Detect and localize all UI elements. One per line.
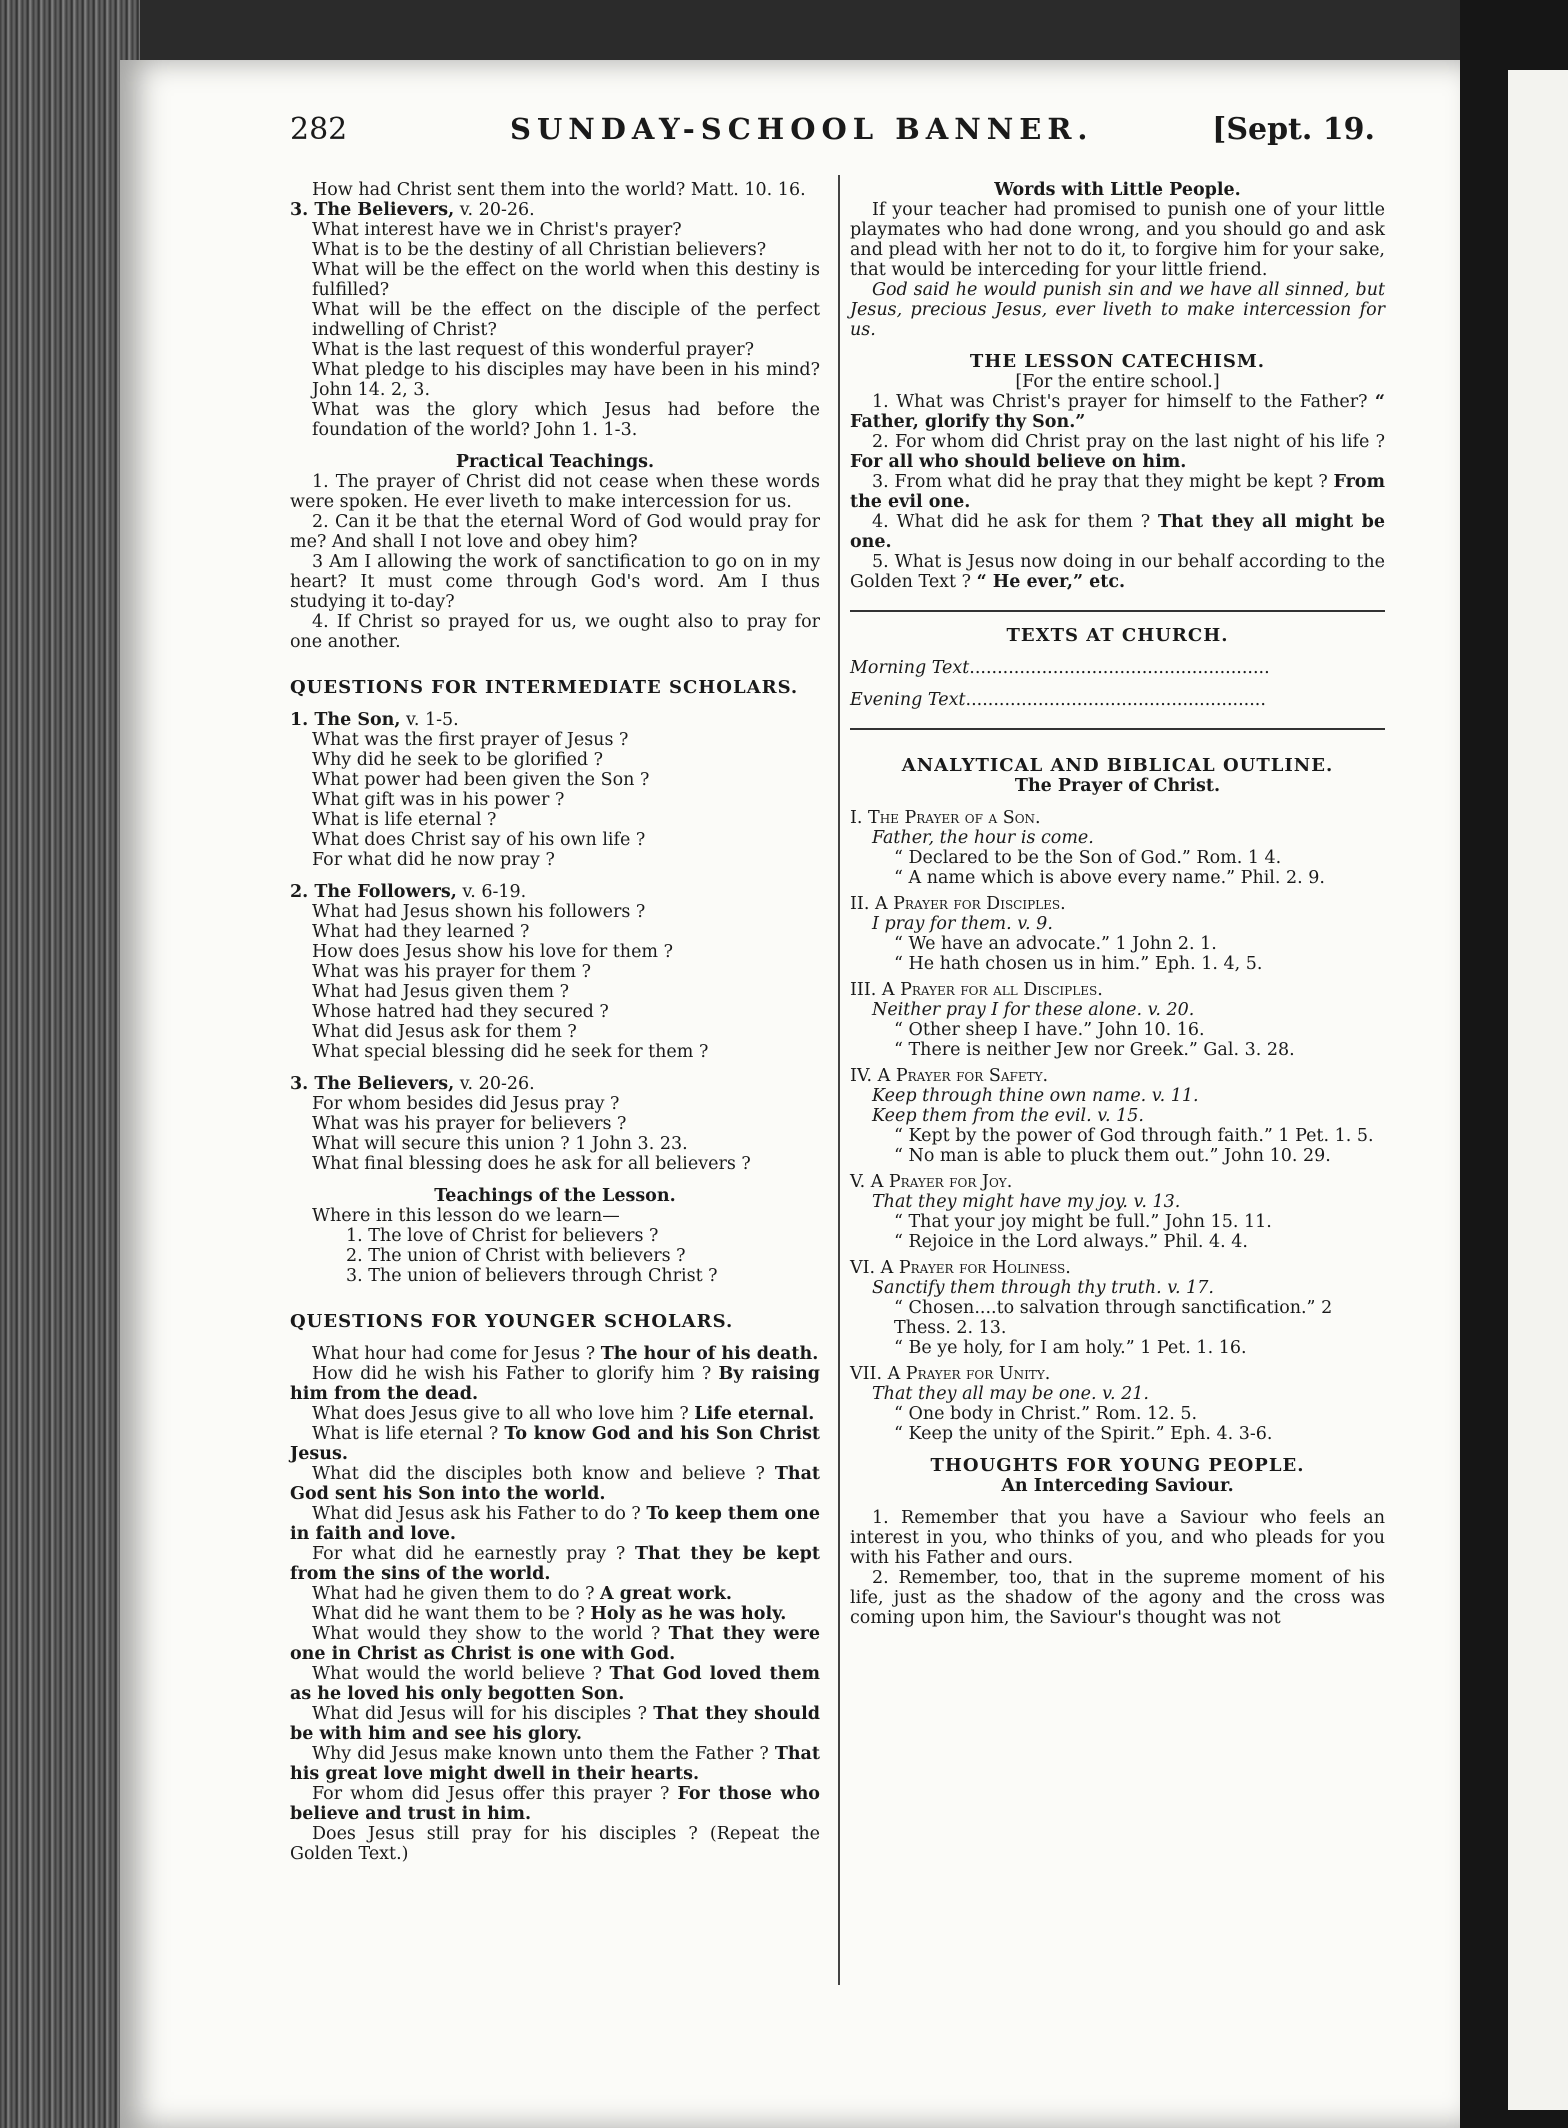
question: What power had been given the Son ? <box>312 770 650 790</box>
question: How does Jesus show his love for them ? <box>312 942 673 962</box>
outline-heading: V. A Prayer for Joy. <box>850 1172 1013 1192</box>
divider <box>850 728 1385 730</box>
younger-item: What would they show to the world ? That they were one in Christ as Christ is one with God. <box>290 1624 820 1664</box>
question: What was his prayer for believers ? <box>312 1114 627 1134</box>
outline-line: Keep through thine own name. v. 11. <box>872 1086 1199 1106</box>
evening-text-line: Evening Text...................................................... <box>850 690 1266 710</box>
teaching-item: 1. The love of Christ for believers ? <box>346 1226 659 1246</box>
outline-line: I pray for them. v. 9. <box>872 914 1053 934</box>
outline-line: “ Be ye holy, for I am holy.” 1 Pet. 1. 16. <box>894 1338 1247 1358</box>
divider <box>850 610 1385 612</box>
teaching-item: 2. The union of Christ with believers ? <box>346 1246 686 1266</box>
younger-item: What would the world believe ? That God loved them as he loved his only begotten Son. <box>290 1664 820 1704</box>
younger-item: What did Jesus will for his disciples ? That they should be with him and see his glory. <box>290 1704 820 1744</box>
section-heading: 3. The Believers, v. 20-26. <box>290 1074 535 1094</box>
teachings-intro: Where in this lesson do we learn— <box>312 1206 620 1226</box>
question: What pledge to his disciples may have been in his mind? John 14. 2, 3. <box>312 360 820 400</box>
question: For what did he now pray ? <box>312 850 555 870</box>
section-heading: 1. The Son, v. 1-5. <box>290 710 459 730</box>
question: What had they learned ? <box>312 922 530 942</box>
outline-list <box>850 808 1385 1444</box>
younger-item: Does Jesus still pray for his disciples ? (Repeat the Golden Text.) <box>290 1824 820 1864</box>
teachings-title: Teachings of the Lesson. <box>434 1186 676 1206</box>
catechism-item: 1. What was Christ's prayer for himself to the Father? “ Father, glorify thy Son.” <box>850 392 1385 432</box>
outline-subtitle: The Prayer of Christ. <box>1014 776 1221 796</box>
little-people-p1: If your teacher had promised to punish one of your little playmates who had done wrong, and you should go and ask and plead with her not to do it, to forgive him for your sake, that would be interceding for your little friend. <box>850 200 1385 280</box>
outline-heading: III. A Prayer for all Disciples. <box>850 980 1103 1000</box>
catechism-item: 5. What is Jesus now doing in our behalf according to the Golden Text ? “ He ever,” etc. <box>850 552 1385 592</box>
practical-item: 1. The prayer of Christ did not cease when these words were spoken. He ever liveth to make intercession for us. <box>290 472 820 512</box>
catechism-item: 4. What did he ask for them ? That they all might be one. <box>850 512 1385 552</box>
practical-item: 2. Can it be that the eternal Word of God would pray for me? And shall I not love and obey him? <box>290 512 820 552</box>
thoughts-title: THOUGHTS FOR YOUNG PEOPLE. <box>930 1455 1305 1476</box>
younger-item: For what did he earnestly pray ? That they be kept from the sins of the world. <box>290 1544 820 1584</box>
issue-date: [Sept. 19. <box>1212 112 1375 147</box>
teaching-item: 3. The union of believers through Christ ? <box>346 1266 718 1286</box>
younger-title: QUESTIONS FOR YOUNGER SCHOLARS. <box>290 1311 734 1332</box>
page-number: 282 <box>290 112 348 147</box>
thought-item: 2. Remember, too, that in the supreme moment of his life, just as the shadow of the agony and the cross was coming upon him, the Saviour's thought was not <box>850 1568 1385 1628</box>
younger-item: What did the disciples both know and believe ? That God sent his Son into the world. <box>290 1464 820 1504</box>
question: What had Jesus given them ? <box>312 982 569 1002</box>
outline-heading: II. A Prayer for Disciples. <box>850 894 1066 914</box>
question: What was his prayer for them ? <box>312 962 591 982</box>
outline-line: “ Declared to be the Son of God.” Rom. 1 4. <box>894 848 1282 868</box>
outline-line: “ Keep the unity of the Spirit.” Eph. 4. 3-6. <box>894 1424 1273 1444</box>
outline-heading: VII. A Prayer for Unity. <box>850 1364 1051 1384</box>
catechism-item: 2. For whom did Christ pray on the last night of his life ? For all who should believe on him. <box>850 432 1385 472</box>
outline-line: “ Other sheep I have.” John 10. 16. <box>894 1020 1205 1040</box>
outline-line: That they might have my joy. v. 13. <box>872 1192 1181 1212</box>
outline-line: “ Kept by the power of God through faith.” 1 Pet. 1. 5. <box>894 1126 1374 1146</box>
outline-line: “ No man is able to pluck them out.” John 10. 29. <box>894 1146 1331 1166</box>
younger-item: Why did Jesus make known unto them the Father ? That his great love might dwell in their hearts. <box>290 1744 820 1784</box>
practical-item: 3 Am I allowing the work of sanctification to go on in my heart? It must come through God's word. Am I thus studying it to-day? <box>290 552 820 612</box>
intermediate-title: QUESTIONS FOR INTERMEDIATE SCHOLARS. <box>290 677 799 698</box>
younger-item: What did Jesus ask his Father to do ? To keep them one in faith and love. <box>290 1504 820 1544</box>
younger-item: For whom did Jesus offer this prayer ? For those who believe and trust in him. <box>290 1784 820 1824</box>
younger-item: How did he wish his Father to glorify him ? By raising him from the dead. <box>290 1364 820 1404</box>
question: What is to be the destiny of all Christian believers? <box>312 240 767 260</box>
question: What interest have we in Christ's prayer? <box>312 220 682 240</box>
outline-line: Neither pray I for these alone. v. 20. <box>872 1000 1195 1020</box>
practical-item: 4. If Christ so prayed for us, we ought also to pray for one another. <box>290 612 820 652</box>
outline-line: “ He hath chosen us in him.” Eph. 1. 4, 5. <box>894 954 1263 974</box>
outline-line: Keep them from the evil. v. 15. <box>872 1106 1144 1126</box>
younger-item: What had he given them to do ? A great work. <box>312 1584 732 1604</box>
believers-questions <box>290 220 820 440</box>
question: What final blessing does he ask for all believers ? <box>312 1154 751 1174</box>
younger-item: What is life eternal ? To know God and his Son Christ Jesus. <box>290 1424 820 1464</box>
intro-question: How had Christ sent them into the world? Matt. 10. 16. <box>312 180 806 200</box>
question: What special blessing did he seek for them ? <box>312 1042 709 1062</box>
morning-text-line: Morning Text...................................................... <box>850 658 1270 678</box>
question: What will secure this union ? 1 John 3. 23. <box>312 1134 688 1154</box>
question: What does Christ say of his own life ? <box>312 830 646 850</box>
practical-teachings-title: Practical Teachings. <box>455 452 655 472</box>
next-page-edge <box>1460 0 1568 2128</box>
outline-line: Sanctify them through thy truth. v. 17. <box>872 1278 1214 1298</box>
texts-title: TEXTS AT CHURCH. <box>1006 625 1229 646</box>
left-column <box>290 180 820 1864</box>
question: Why did he seek to be glorified ? <box>312 750 604 770</box>
catechism-title: THE LESSON CATECHISM. <box>969 351 1266 372</box>
catechism-item: 3. From what did he pray that they might be kept ? From the evil one. <box>850 472 1385 512</box>
outline-line: “ That your joy might be full.” John 15. 11. <box>894 1212 1272 1232</box>
running-header <box>290 112 1375 162</box>
younger-item: What does Jesus give to all who love him ? Life eternal. <box>312 1404 815 1424</box>
younger-item: What hour had come for Jesus ? The hour of his death. <box>312 1344 819 1364</box>
journal-title: SUNDAY-SCHOOL BANNER. <box>510 112 1094 146</box>
right-column <box>850 180 1385 1628</box>
question: What was the glory which Jesus had before the foundation of the world? John 1. 1-3. <box>312 400 820 440</box>
younger-item: What did he want them to be ? Holy as he was holy. <box>312 1604 787 1624</box>
outline-line: “ We have an advocate.” 1 John 2. 1. <box>894 934 1217 954</box>
little-people-title: Words with Little People. <box>994 180 1241 200</box>
question: What will be the effect on the disciple of the perfect indwelling of Christ? <box>312 300 820 340</box>
section-heading: 2. The Followers, v. 6-19. <box>290 882 527 902</box>
outline-line: Father, the hour is come. <box>872 828 1094 848</box>
outline-line: “ Chosen....to salvation through sanctification.” 2 Thess. 2. 13. <box>894 1298 1333 1338</box>
outline-line: “ One body in Christ.” Rom. 12. 5. <box>894 1404 1198 1424</box>
believers-heading: 3. The Believers, v. 20-26. <box>290 200 535 220</box>
question: What is the last request of this wonderful prayer? <box>312 340 755 360</box>
question: Whose hatred had they secured ? <box>312 1002 609 1022</box>
question: What did Jesus ask for them ? <box>312 1022 577 1042</box>
question: What had Jesus shown his followers ? <box>312 902 646 922</box>
book-spine <box>0 0 140 2128</box>
thoughts-subtitle: An Interceding Saviour. <box>1001 1476 1234 1496</box>
outline-line: That they all may be one. v. 21. <box>872 1384 1149 1404</box>
thought-item: 1. Remember that you have a Saviour who feels an interest in you, who thinks of you, and who pleads for you with his Father and ours. <box>850 1508 1385 1568</box>
outline-line: “ There is neither Jew nor Greek.” Gal. 3. 28. <box>894 1040 1295 1060</box>
little-people-p2: God said he would punish sin and we have all sinned, but Jesus, precious Jesus, ever liveth to make intercession for us. <box>850 280 1385 340</box>
outline-heading: IV. A Prayer for Safety. <box>850 1066 1049 1086</box>
column-rule <box>838 175 840 1985</box>
question: For whom besides did Jesus pray ? <box>312 1094 620 1114</box>
catechism-subtitle: [For the entire school.] <box>1015 372 1220 392</box>
outline-line: “ A name which is above every name.” Phil. 2. 9. <box>894 868 1325 888</box>
question: What was the first prayer of Jesus ? <box>312 730 629 750</box>
question: What will be the effect on the world when this destiny is fulfilled? <box>312 260 820 300</box>
question: What is life eternal ? <box>312 810 497 830</box>
outline-heading: VI. A Prayer for Holiness. <box>850 1258 1071 1278</box>
outline-line: “ Rejoice in the Lord always.” Phil. 4. 4. <box>894 1232 1248 1252</box>
question: What gift was in his power ? <box>312 790 565 810</box>
outline-title: ANALYTICAL AND BIBLICAL OUTLINE. <box>901 755 1334 776</box>
outline-heading: I. The Prayer of a Son. <box>850 808 1041 828</box>
